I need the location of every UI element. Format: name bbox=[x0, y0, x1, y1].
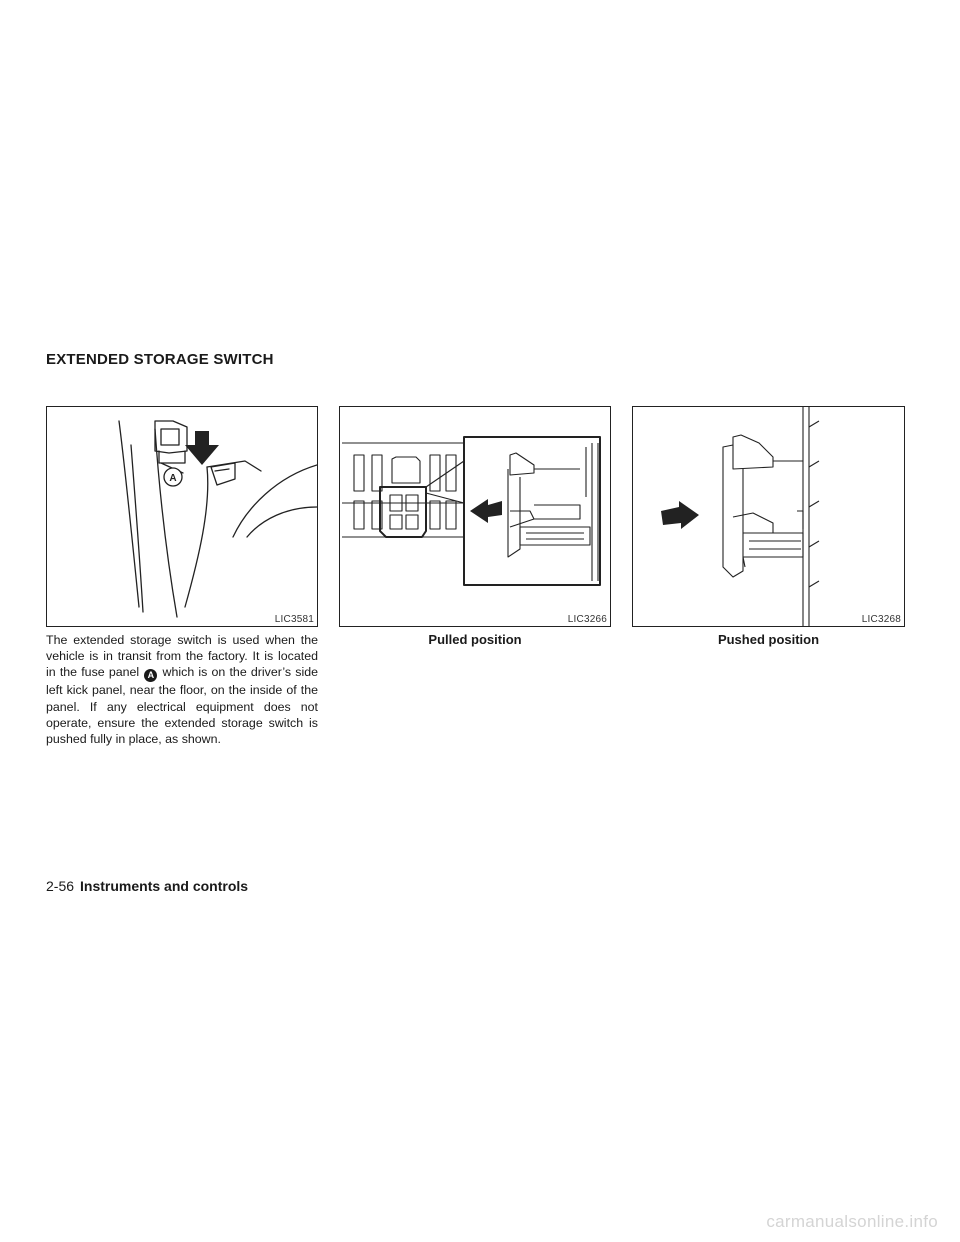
body-paragraph bbox=[46, 632, 318, 747]
chapter-title: Instruments and controls bbox=[80, 878, 249, 894]
kick-panel-illustration bbox=[47, 407, 317, 626]
pulled-position-illustration bbox=[340, 407, 610, 626]
figure-code: LIC3266 bbox=[567, 614, 607, 625]
watermark: carmanualsonline.info bbox=[766, 1212, 938, 1231]
section-title: EXTENDED STORAGE SWITCH bbox=[46, 351, 274, 368]
body-text-part1: The extended storage switch is used when the vehicle is in transit from the factory. It is located in the fuse panel bbox=[46, 633, 318, 680]
callout-a-badge: A bbox=[144, 669, 157, 682]
right-arrow-icon bbox=[661, 501, 699, 529]
left-arrow-icon bbox=[470, 499, 502, 523]
body-text-part2: which is on the driver’s side left kick panel, near the floor, on the inside of the panel. If any electrical equipment does not operate, ensure the extended storage switch is pushed fully in place, as shown. bbox=[46, 665, 318, 747]
page-footer bbox=[46, 878, 248, 894]
figure-pushed-position bbox=[632, 406, 905, 627]
callout-a-label: A bbox=[169, 473, 177, 484]
caption-pulled-position: Pulled position bbox=[428, 632, 522, 647]
figure-kick-panel bbox=[46, 406, 318, 627]
pushed-position-illustration bbox=[633, 407, 904, 626]
figure-pulled-position bbox=[339, 406, 611, 627]
figure-code: LIC3268 bbox=[861, 614, 901, 625]
down-arrow-icon bbox=[185, 431, 219, 465]
page-number: 2-56 bbox=[46, 878, 75, 894]
figure-code: LIC3581 bbox=[274, 614, 314, 625]
caption-pushed-position: Pushed position bbox=[717, 632, 820, 647]
